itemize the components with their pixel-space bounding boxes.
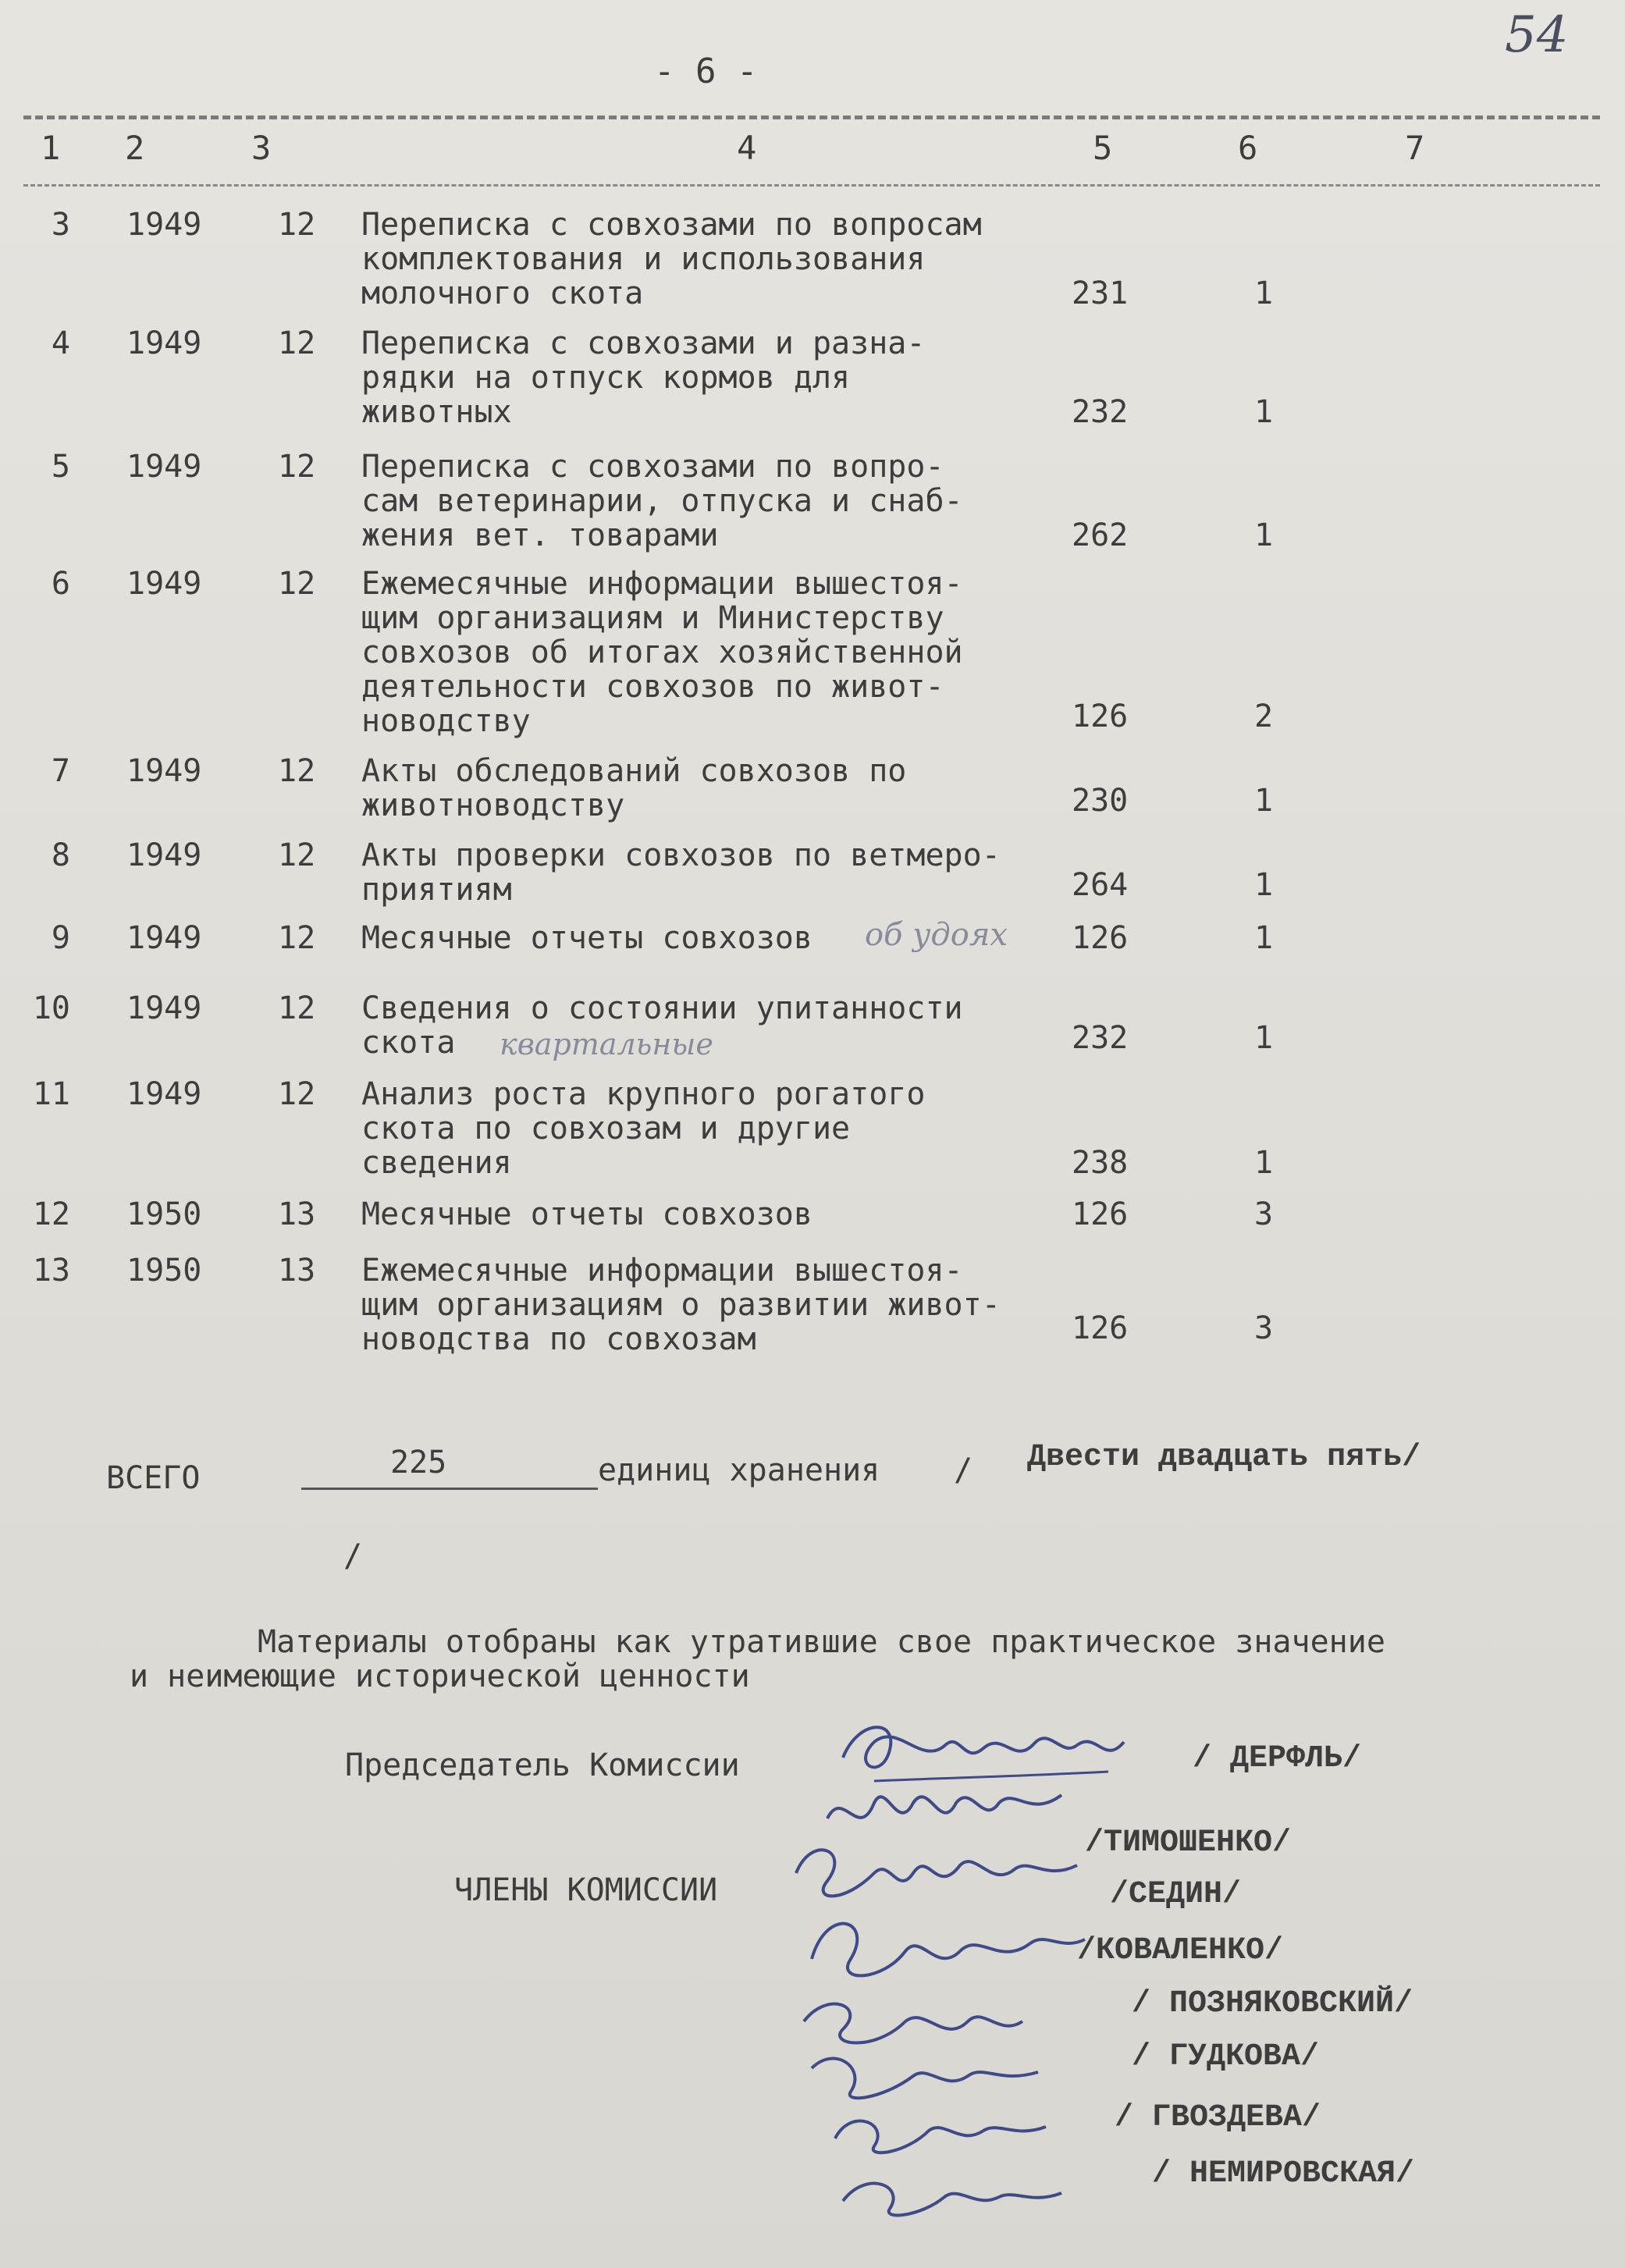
handwritten-note: об удоях bbox=[865, 917, 1008, 953]
handwritten-note: квартальные bbox=[500, 1027, 713, 1061]
row-days: 126 bbox=[1072, 1196, 1129, 1232]
chairman-name: / ДЕРФЛЬ/ bbox=[1193, 1741, 1362, 1776]
row-op: 12 bbox=[278, 753, 316, 789]
row-days: 126 bbox=[1072, 920, 1129, 956]
column-number-4: 4 bbox=[737, 129, 757, 167]
row-days: 238 bbox=[1072, 1145, 1129, 1181]
column-number-3: 3 bbox=[251, 129, 272, 167]
row-count: 1 bbox=[1254, 1020, 1274, 1056]
total-underline bbox=[301, 1488, 598, 1490]
row-year: 1949 bbox=[126, 325, 202, 361]
row-count: 3 bbox=[1254, 1196, 1274, 1232]
row-year: 1949 bbox=[126, 837, 202, 873]
column-number-6: 6 bbox=[1238, 129, 1258, 167]
row-number: 8 bbox=[51, 837, 70, 873]
row-year: 1949 bbox=[126, 990, 202, 1026]
row-count: 1 bbox=[1254, 276, 1274, 311]
member-name: / НЕМИРОВСКАЯ/ bbox=[1152, 2156, 1415, 2192]
row-op: 12 bbox=[278, 1076, 316, 1112]
members-signatures bbox=[780, 1772, 1108, 2240]
row-days: 126 bbox=[1072, 1310, 1129, 1346]
row-year: 1949 bbox=[126, 753, 202, 789]
row-year: 1949 bbox=[126, 1076, 202, 1112]
row-title-line: новодства по совхозам bbox=[361, 1321, 756, 1357]
row-op: 12 bbox=[278, 566, 316, 602]
row-title-line: Ежемесячные информации вышестоя- bbox=[361, 566, 963, 602]
row-title bbox=[361, 754, 906, 823]
row-title bbox=[361, 450, 963, 553]
row-title-line: деятельности совхозов по живот- bbox=[361, 669, 944, 705]
statement-line: Материалы отобраны как утратившие свое практическое значение bbox=[258, 1624, 1385, 1660]
row-title-line: Переписка с совхозами по вопро- bbox=[361, 449, 944, 485]
row-op: 12 bbox=[278, 990, 316, 1026]
row-number: 6 bbox=[51, 566, 70, 602]
member-name: /КОВАЛЕНКО/ bbox=[1077, 1933, 1284, 1968]
column-number-2: 2 bbox=[125, 129, 145, 167]
chairman-label: Председатель Комиссии bbox=[345, 1747, 740, 1783]
statement-line: и неимеющие исторической ценности bbox=[130, 1658, 750, 1694]
total-label: ВСЕГО bbox=[106, 1460, 201, 1496]
folio-number: 54 bbox=[1505, 6, 1569, 64]
row-title-line: Акты проверки совхозов по ветмеро- bbox=[361, 837, 1001, 873]
row-op: 12 bbox=[278, 449, 316, 485]
row-days: 230 bbox=[1072, 783, 1129, 819]
row-op: 12 bbox=[278, 837, 316, 873]
total-closing-slash: / bbox=[343, 1538, 363, 1574]
member-name: /ТИМОШЕНКО/ bbox=[1085, 1825, 1292, 1861]
row-title-line: приятиям bbox=[361, 872, 512, 908]
row-title-line: молочного скота bbox=[361, 276, 644, 311]
row-title-line: животноводству bbox=[361, 787, 625, 823]
header-rule-bottom bbox=[23, 184, 1600, 187]
row-title-line: жения вет. товарами bbox=[361, 517, 719, 553]
row-title-line: Месячные отчеты совхозов bbox=[361, 1196, 812, 1232]
row-title-line: комплектования и использования bbox=[361, 241, 926, 277]
row-count: 1 bbox=[1254, 920, 1274, 956]
row-days: 262 bbox=[1072, 517, 1129, 553]
row-title-line: щим организациям о развитии живот- bbox=[361, 1287, 1001, 1323]
row-title-line: Сведения о состоянии упитанности bbox=[361, 990, 963, 1026]
row-number: 13 bbox=[32, 1253, 70, 1289]
total-in-words: Двести двадцать пять/ bbox=[1027, 1440, 1421, 1475]
column-number-7: 7 bbox=[1405, 129, 1425, 167]
column-number-1: 1 bbox=[41, 129, 61, 167]
row-title-line: щим организациям и Министерству bbox=[361, 600, 944, 636]
row-number: 5 bbox=[51, 449, 70, 485]
row-year: 1949 bbox=[126, 449, 202, 485]
member-name: / ПОЗНЯКОВСКИЙ/ bbox=[1132, 1986, 1413, 2021]
row-year: 1949 bbox=[126, 920, 202, 956]
total-unit: единиц хранения bbox=[598, 1452, 880, 1488]
row-days: 126 bbox=[1072, 699, 1129, 734]
row-days: 231 bbox=[1072, 276, 1129, 311]
row-op: 13 bbox=[278, 1253, 316, 1289]
row-title-line: животных bbox=[361, 394, 512, 430]
row-number: 9 bbox=[51, 920, 70, 956]
row-title-line: Переписка с совхозами и разна- bbox=[361, 325, 926, 361]
row-count: 1 bbox=[1254, 517, 1274, 553]
row-number: 4 bbox=[51, 325, 70, 361]
row-title bbox=[361, 1197, 812, 1232]
row-days: 264 bbox=[1072, 867, 1129, 903]
row-count: 1 bbox=[1254, 1145, 1274, 1181]
row-op: 12 bbox=[278, 325, 316, 361]
row-title-line: Ежемесячные информации вышестоя- bbox=[361, 1253, 963, 1289]
row-year: 1949 bbox=[126, 207, 202, 243]
row-count: 1 bbox=[1254, 867, 1274, 903]
total-slash: / bbox=[954, 1452, 973, 1488]
row-title-line: Анализ роста крупного рогатого bbox=[361, 1076, 926, 1112]
row-title-line: новодству bbox=[361, 703, 531, 739]
row-title-line: Акты обследований совхозов по bbox=[361, 753, 907, 789]
row-title bbox=[361, 1077, 925, 1180]
row-year: 1949 bbox=[126, 566, 202, 602]
row-title-line: Месячные отчеты совхозов bbox=[361, 920, 812, 956]
column-number-5: 5 bbox=[1093, 129, 1113, 167]
row-title bbox=[361, 208, 982, 311]
header-rule-top bbox=[23, 116, 1600, 119]
row-number: 11 bbox=[32, 1076, 70, 1112]
row-title-line: скота bbox=[361, 1025, 456, 1061]
row-number: 7 bbox=[51, 753, 70, 789]
row-title-line: рядки на отпуск кормов для bbox=[361, 360, 851, 396]
member-name: /СЕДИН/ bbox=[1110, 1877, 1242, 1912]
row-title bbox=[361, 326, 925, 429]
row-title-line: совхозов об итогах хозяйственной bbox=[361, 635, 963, 670]
row-title-line: скота по совхозам и другие bbox=[361, 1111, 851, 1146]
row-count: 3 bbox=[1254, 1310, 1274, 1346]
row-title-line: Переписка с совхозами по вопросам bbox=[361, 207, 982, 243]
total-value: 225 bbox=[390, 1445, 447, 1481]
row-title bbox=[361, 1253, 1001, 1356]
row-count: 1 bbox=[1254, 783, 1274, 819]
row-count: 1 bbox=[1254, 394, 1274, 430]
page-number: - 6 - bbox=[654, 52, 758, 91]
row-title-line: сам ветеринарии, отпуска и снаб- bbox=[361, 483, 963, 519]
members-label: ЧЛЕНЫ КОМИССИИ bbox=[454, 1872, 718, 1908]
row-op: 12 bbox=[278, 920, 316, 956]
member-name: / ГВОЗДЕВА/ bbox=[1115, 2100, 1321, 2135]
row-number: 12 bbox=[32, 1196, 70, 1232]
member-name: / ГУДКОВА/ bbox=[1132, 2039, 1320, 2074]
row-days: 232 bbox=[1072, 1020, 1129, 1056]
row-number: 10 bbox=[32, 990, 70, 1026]
row-title bbox=[361, 921, 812, 955]
row-op: 12 bbox=[278, 207, 316, 243]
row-days: 232 bbox=[1072, 394, 1129, 430]
row-title-line: сведения bbox=[361, 1145, 512, 1181]
row-number: 3 bbox=[51, 207, 70, 243]
row-title bbox=[361, 567, 963, 738]
row-title bbox=[361, 838, 1001, 907]
row-count: 2 bbox=[1254, 699, 1274, 734]
row-op: 13 bbox=[278, 1196, 316, 1232]
row-year: 1950 bbox=[126, 1196, 202, 1232]
row-year: 1950 bbox=[126, 1253, 202, 1289]
